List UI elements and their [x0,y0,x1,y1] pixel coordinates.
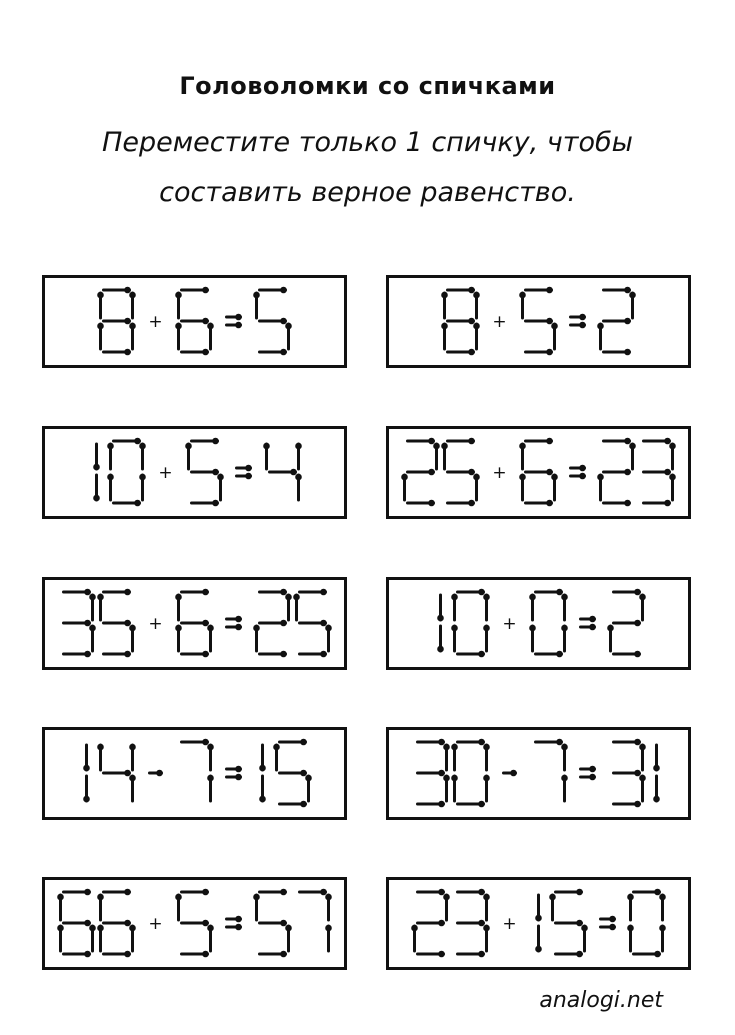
match-head [556,651,563,658]
puzzle-matchsticks [389,880,688,967]
match-head [624,438,631,445]
puzzle-matchsticks [45,730,344,817]
puzzle-card-2 [386,275,691,368]
match-head [124,349,131,356]
match-head [654,951,661,958]
match-head [624,469,631,476]
plus-sign: + [492,463,507,483]
puzzle-matchsticks [389,580,688,667]
match-head [519,292,526,299]
match-head [97,925,104,932]
match-head [624,318,631,325]
match-head [561,625,568,632]
match-head [253,894,260,901]
match-head [627,894,634,901]
match-head [207,323,214,330]
match-head [546,500,553,507]
match-head [207,744,214,751]
match-head [207,775,214,782]
match-head [478,889,485,896]
match-head [510,770,517,777]
match-head [295,443,302,450]
match-head [519,474,526,481]
match-head [597,474,604,481]
match-head [546,349,553,356]
match-head [207,925,214,932]
match-head [443,894,450,901]
match-head [175,625,182,632]
puzzle-card-1 [42,275,347,368]
match-head [473,292,480,299]
match-head [589,616,596,623]
match-head [124,951,131,958]
match-head [561,594,568,601]
puzzle-matchsticks [45,580,344,667]
match-head [659,894,666,901]
match-head [639,744,646,751]
match-head [320,589,327,596]
match-head [320,889,327,896]
puzzle-matchsticks [389,730,688,817]
puzzle-matchsticks [389,278,688,365]
match-head [97,292,104,299]
match-head [83,796,90,803]
puzzle-matchsticks [389,429,688,516]
match-head [473,474,480,481]
match-head [129,925,136,932]
match-head [202,318,209,325]
plus-sign: + [148,614,163,634]
match-head [280,620,287,627]
match-head [212,500,219,507]
match-head [473,323,480,330]
match-head [438,889,445,896]
match-head [300,770,307,777]
match-head [202,889,209,896]
puzzle-matchsticks [45,278,344,365]
match-head [546,469,553,476]
instructions-line-2: составить верное равенство. [159,177,576,208]
match-head [478,739,485,746]
match-head [561,775,568,782]
match-head [93,495,100,502]
plus-sign: + [148,914,163,934]
match-head [57,925,64,932]
match-head [451,594,458,601]
match-head [320,651,327,658]
match-head [202,620,209,627]
puzzle-matchsticks [45,880,344,967]
match-head [433,443,440,450]
match-head [468,287,475,294]
match-head [589,624,596,631]
match-head [134,438,141,445]
match-head [245,465,252,472]
match-head [280,287,287,294]
match-head [295,474,302,481]
match-head [235,624,242,631]
plus-sign: + [502,614,517,634]
match-head [97,594,104,601]
match-head [124,889,131,896]
match-head [280,920,287,927]
match-head [653,796,660,803]
match-head [551,474,558,481]
match-head [597,323,604,330]
match-head [659,925,666,932]
match-head [57,894,64,901]
match-head [89,594,96,601]
puzzle-card-6 [386,577,691,670]
match-head [175,894,182,901]
match-head [263,443,270,450]
match-head [84,620,91,627]
match-head [300,801,307,808]
match-head [185,443,192,450]
match-head [441,292,448,299]
match-head [202,951,209,958]
puzzle-card-10 [386,877,691,970]
match-head [634,589,641,596]
match-head [669,474,676,481]
match-head [253,625,260,632]
match-head [124,920,131,927]
match-head [280,651,287,658]
match-head [124,620,131,627]
match-head [139,443,146,450]
plus-sign: + [148,312,163,332]
match-head [639,594,646,601]
match-head [202,349,209,356]
match-head [280,349,287,356]
match-head [519,443,526,450]
match-head [535,915,542,922]
instructions [0,118,735,218]
match-head [579,465,586,472]
match-head [639,775,646,782]
match-head [468,349,475,356]
puzzle-card-5 [42,577,347,670]
match-head [664,438,671,445]
match-head [217,474,224,481]
match-head [325,625,332,632]
match-head [664,469,671,476]
match-head [546,318,553,325]
match-head [93,464,100,471]
puzzle-card-7 [42,727,347,820]
match-head [441,443,448,450]
match-head [84,651,91,658]
match-head [124,287,131,294]
match-head [556,739,563,746]
match-head [609,924,616,931]
match-head [129,775,136,782]
match-head [589,766,596,773]
match-head [529,625,536,632]
match-head [280,318,287,325]
match-head [428,438,435,445]
match-head [483,894,490,901]
match-head [84,889,91,896]
match-head [235,766,242,773]
match-head [576,889,583,896]
plus-sign: + [158,463,173,483]
match-head [451,775,458,782]
match-head [235,314,242,321]
match-head [89,625,96,632]
match-head [624,287,631,294]
match-head [129,292,136,299]
match-head [259,765,266,772]
match-head [124,651,131,658]
match-head [438,801,445,808]
match-head [124,770,131,777]
match-head [253,292,260,299]
match-head [129,625,136,632]
match-head [437,646,444,653]
match-head [535,946,542,953]
match-head [437,615,444,622]
match-head [576,920,583,927]
plus-sign: + [492,312,507,332]
match-head [468,438,475,445]
match-head [546,438,553,445]
match-head [97,323,104,330]
match-head [175,323,182,330]
match-head [669,443,676,450]
match-head [245,473,252,480]
match-head [235,774,242,781]
match-head [107,474,114,481]
puzzle-card-3 [42,426,347,519]
match-head [202,589,209,596]
match-head [478,651,485,658]
match-head [581,925,588,932]
match-head [576,951,583,958]
match-head [561,744,568,751]
match-head [607,625,614,632]
match-head [202,739,209,746]
match-head [478,589,485,596]
match-head [212,469,219,476]
match-head [124,589,131,596]
match-head [401,474,408,481]
match-head [235,924,242,931]
match-head [305,775,312,782]
puzzle-card-8 [386,727,691,820]
match-head [202,651,209,658]
match-head [629,443,636,450]
match-head [634,770,641,777]
match-head [438,920,445,927]
match-head [579,314,586,321]
match-head [325,894,332,901]
match-head [634,651,641,658]
match-head [579,322,586,329]
match-head [451,625,458,632]
match-head [285,323,292,330]
match-head [129,744,136,751]
match-head [478,920,485,927]
match-head [89,925,96,932]
match-head [483,744,490,751]
match-head [124,318,131,325]
match-head [325,925,332,932]
match-head [579,473,586,480]
match-head [285,594,292,601]
match-head [156,770,163,777]
match-head [451,744,458,751]
match-head [202,920,209,927]
match-head [589,774,596,781]
match-head [212,438,219,445]
match-head [293,594,300,601]
match-head [664,500,671,507]
match-head [549,894,556,901]
match-head [483,925,490,932]
match-head [438,951,445,958]
match-head [468,318,475,325]
match-head [634,801,641,808]
match-head [624,349,631,356]
match-head [483,625,490,632]
puzzle-card-9 [42,877,347,970]
match-head [428,469,435,476]
match-head [468,469,475,476]
match-head [654,889,661,896]
match-head [139,474,146,481]
match-head [478,801,485,808]
match-head [551,323,558,330]
puzzle-matchsticks [45,429,344,516]
match-head [634,620,641,627]
match-head [207,625,214,632]
match-head [280,951,287,958]
match-head [468,500,475,507]
match-head [624,500,631,507]
match-head [97,894,104,901]
match-head [411,925,418,932]
match-head [300,739,307,746]
match-head [438,739,445,746]
match-head [84,920,91,927]
match-head [627,925,634,932]
site-watermark: analogi.net [539,988,663,1013]
match-head [97,744,104,751]
match-head [653,765,660,772]
match-head [478,951,485,958]
match-head [175,292,182,299]
instructions-line-1: Переместите только 1 спичку, чтобы [102,127,633,158]
match-head [443,775,450,782]
match-head [280,889,287,896]
match-head [634,739,641,746]
plus-sign: + [502,914,517,934]
match-head [428,500,435,507]
match-head [107,443,114,450]
match-head [609,916,616,923]
match-head [483,594,490,601]
match-head [175,594,182,601]
match-head [83,765,90,772]
match-head [438,770,445,777]
match-head [320,620,327,627]
match-head [235,322,242,329]
page-title: Головоломки со спичками [179,72,556,100]
match-head [84,589,91,596]
match-head [443,744,450,751]
match-head [280,589,287,596]
puzzle-card-4 [386,426,691,519]
match-head [235,916,242,923]
match-head [134,500,141,507]
match-head [529,594,536,601]
match-head [129,323,136,330]
match-head [84,951,91,958]
match-head [259,796,266,803]
match-head [273,744,280,751]
match-head [290,469,297,476]
match-head [483,775,490,782]
match-head [441,323,448,330]
match-head [285,925,292,932]
match-head [202,287,209,294]
match-head [629,292,636,299]
match-head [556,589,563,596]
match-head [546,287,553,294]
match-head [235,616,242,623]
